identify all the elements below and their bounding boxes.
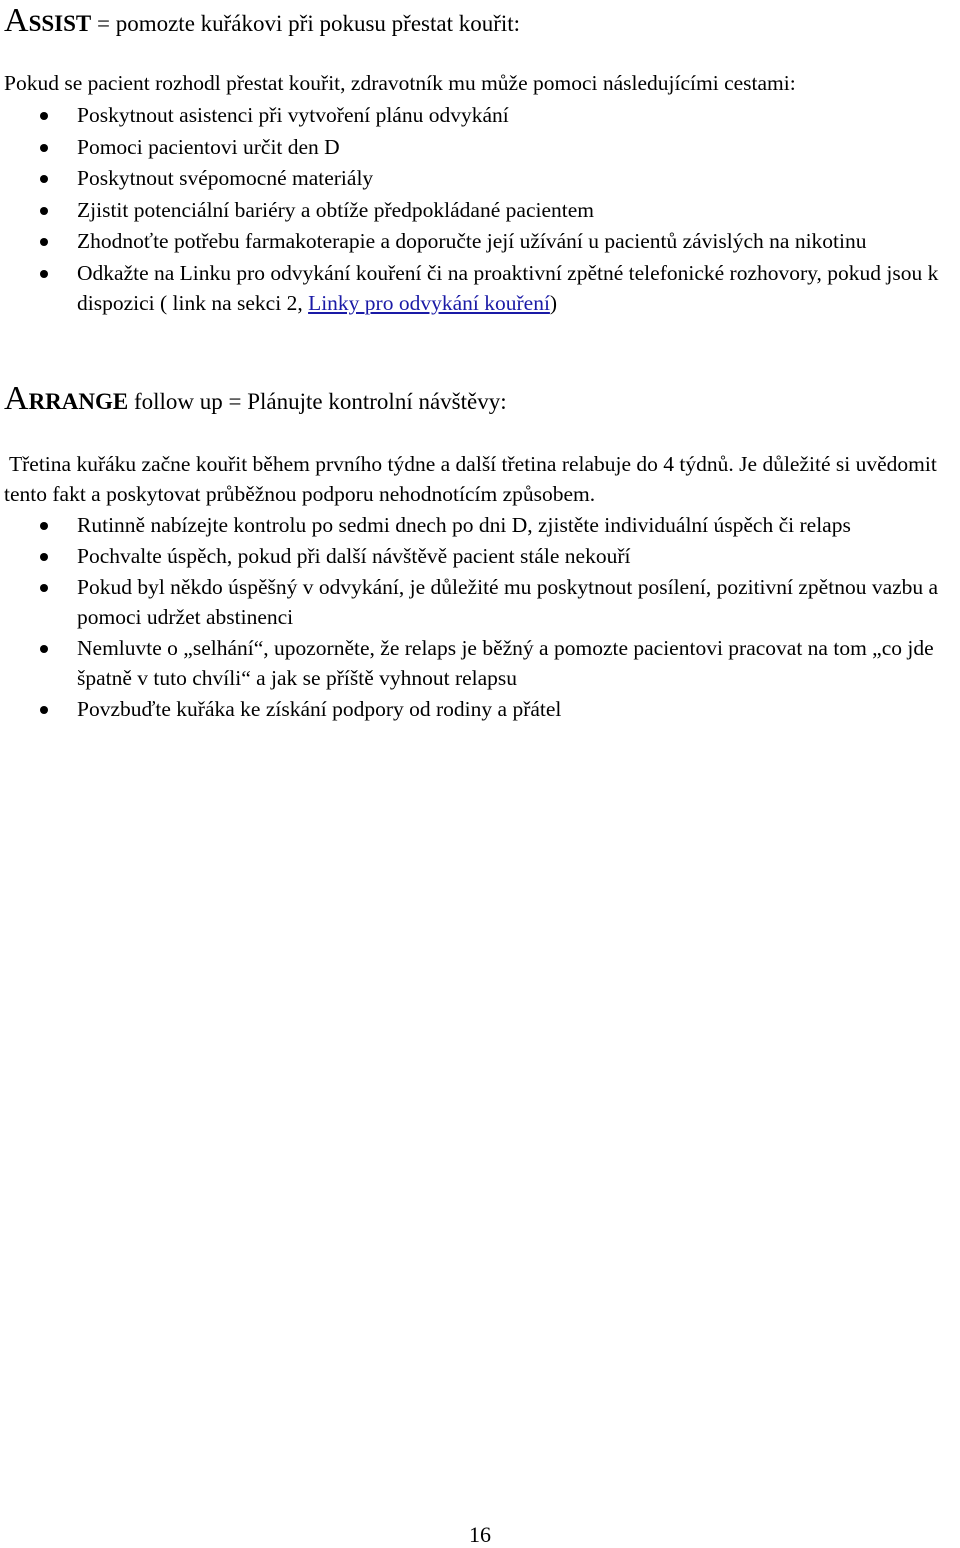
assist-heading xyxy=(4,2,520,40)
arrange-list-item: Nemluvte o „selhání“, upozorněte, že relaps je běžný a pomozte pacientovi pracovat na tom „co jde špatně v tuto chvíli“ a jak se příště vyhnout relapsu xyxy=(0,633,955,693)
assist-list-item: Pomoci pacientovi určit den D xyxy=(0,132,955,162)
arrange-list xyxy=(0,510,955,725)
assist-list xyxy=(0,100,955,319)
arrange-heading-caps: RRANGE xyxy=(28,389,129,414)
arrange-heading-rest: follow up = Plánujte kontrolní návštěvy: xyxy=(128,389,507,414)
assist-list-item: Poskytnout asistenci při vytvoření plánu odvykání xyxy=(0,100,955,130)
assist-list-item: Zhodnoťte potřebu farmakoterapie a doporučte její užívání u pacientů závislých na nikotinu xyxy=(0,226,955,256)
assist-heading-caps: SSIST xyxy=(28,11,92,36)
assist-heading-rest: = pomozte kuřákovi při pokusu přestat kouřit: xyxy=(91,11,521,36)
assist-list-item-referral xyxy=(0,258,955,318)
arrange-heading-initial: A xyxy=(4,380,29,417)
quitline-link[interactable]: Linky pro odvykání kouření xyxy=(308,290,550,315)
arrange-list-item: Povzbuďte kuřáka ke získání podpory od rodiny a přátel xyxy=(0,694,955,724)
assist-list-item: Poskytnout svépomocné materiály xyxy=(0,163,955,193)
arrange-list-item: Pochvalte úspěch, pokud při další návštěvě pacient stále nekouří xyxy=(0,541,955,571)
referral-text: Odkažte na Linku pro odvykání kouření či na proaktivní zpětné telefonické rozhovory, pokud jsou k dispozici ( link na sekci 2, xyxy=(77,260,939,315)
referral-text-end: ) xyxy=(549,290,558,315)
arrange-list-item: Rutinně nabízejte kontrolu po sedmi dnech po dni D, zjistěte individuální úspěch či relaps xyxy=(0,510,955,540)
assist-list-item: Zjistit potenciální bariéry a obtíže předpokládané pacientem xyxy=(0,195,955,225)
assist-intro: Pokud se pacient rozhodl přestat kouřit, zdravotník mu může pomoci následujícími cestami: xyxy=(4,71,796,95)
arrange-heading xyxy=(4,380,507,418)
arrange-list-item: Pokud byl někdo úspěšný v odvykání, je důležité mu poskytnout posílení, pozitivní zpětnou vazbu a pomoci udržet abstinenci xyxy=(0,572,955,632)
page-number: 16 xyxy=(469,1522,491,1547)
assist-heading-initial: A xyxy=(4,2,29,39)
arrange-intro: Třetina kuřáku začne kouřit během prvního týdne a další třetina relabuje do 4 týdnů. Je důležité si uvědomit tento fakt a poskytovat průběžnou podporu nehodnotícím způsobem. xyxy=(4,452,937,506)
